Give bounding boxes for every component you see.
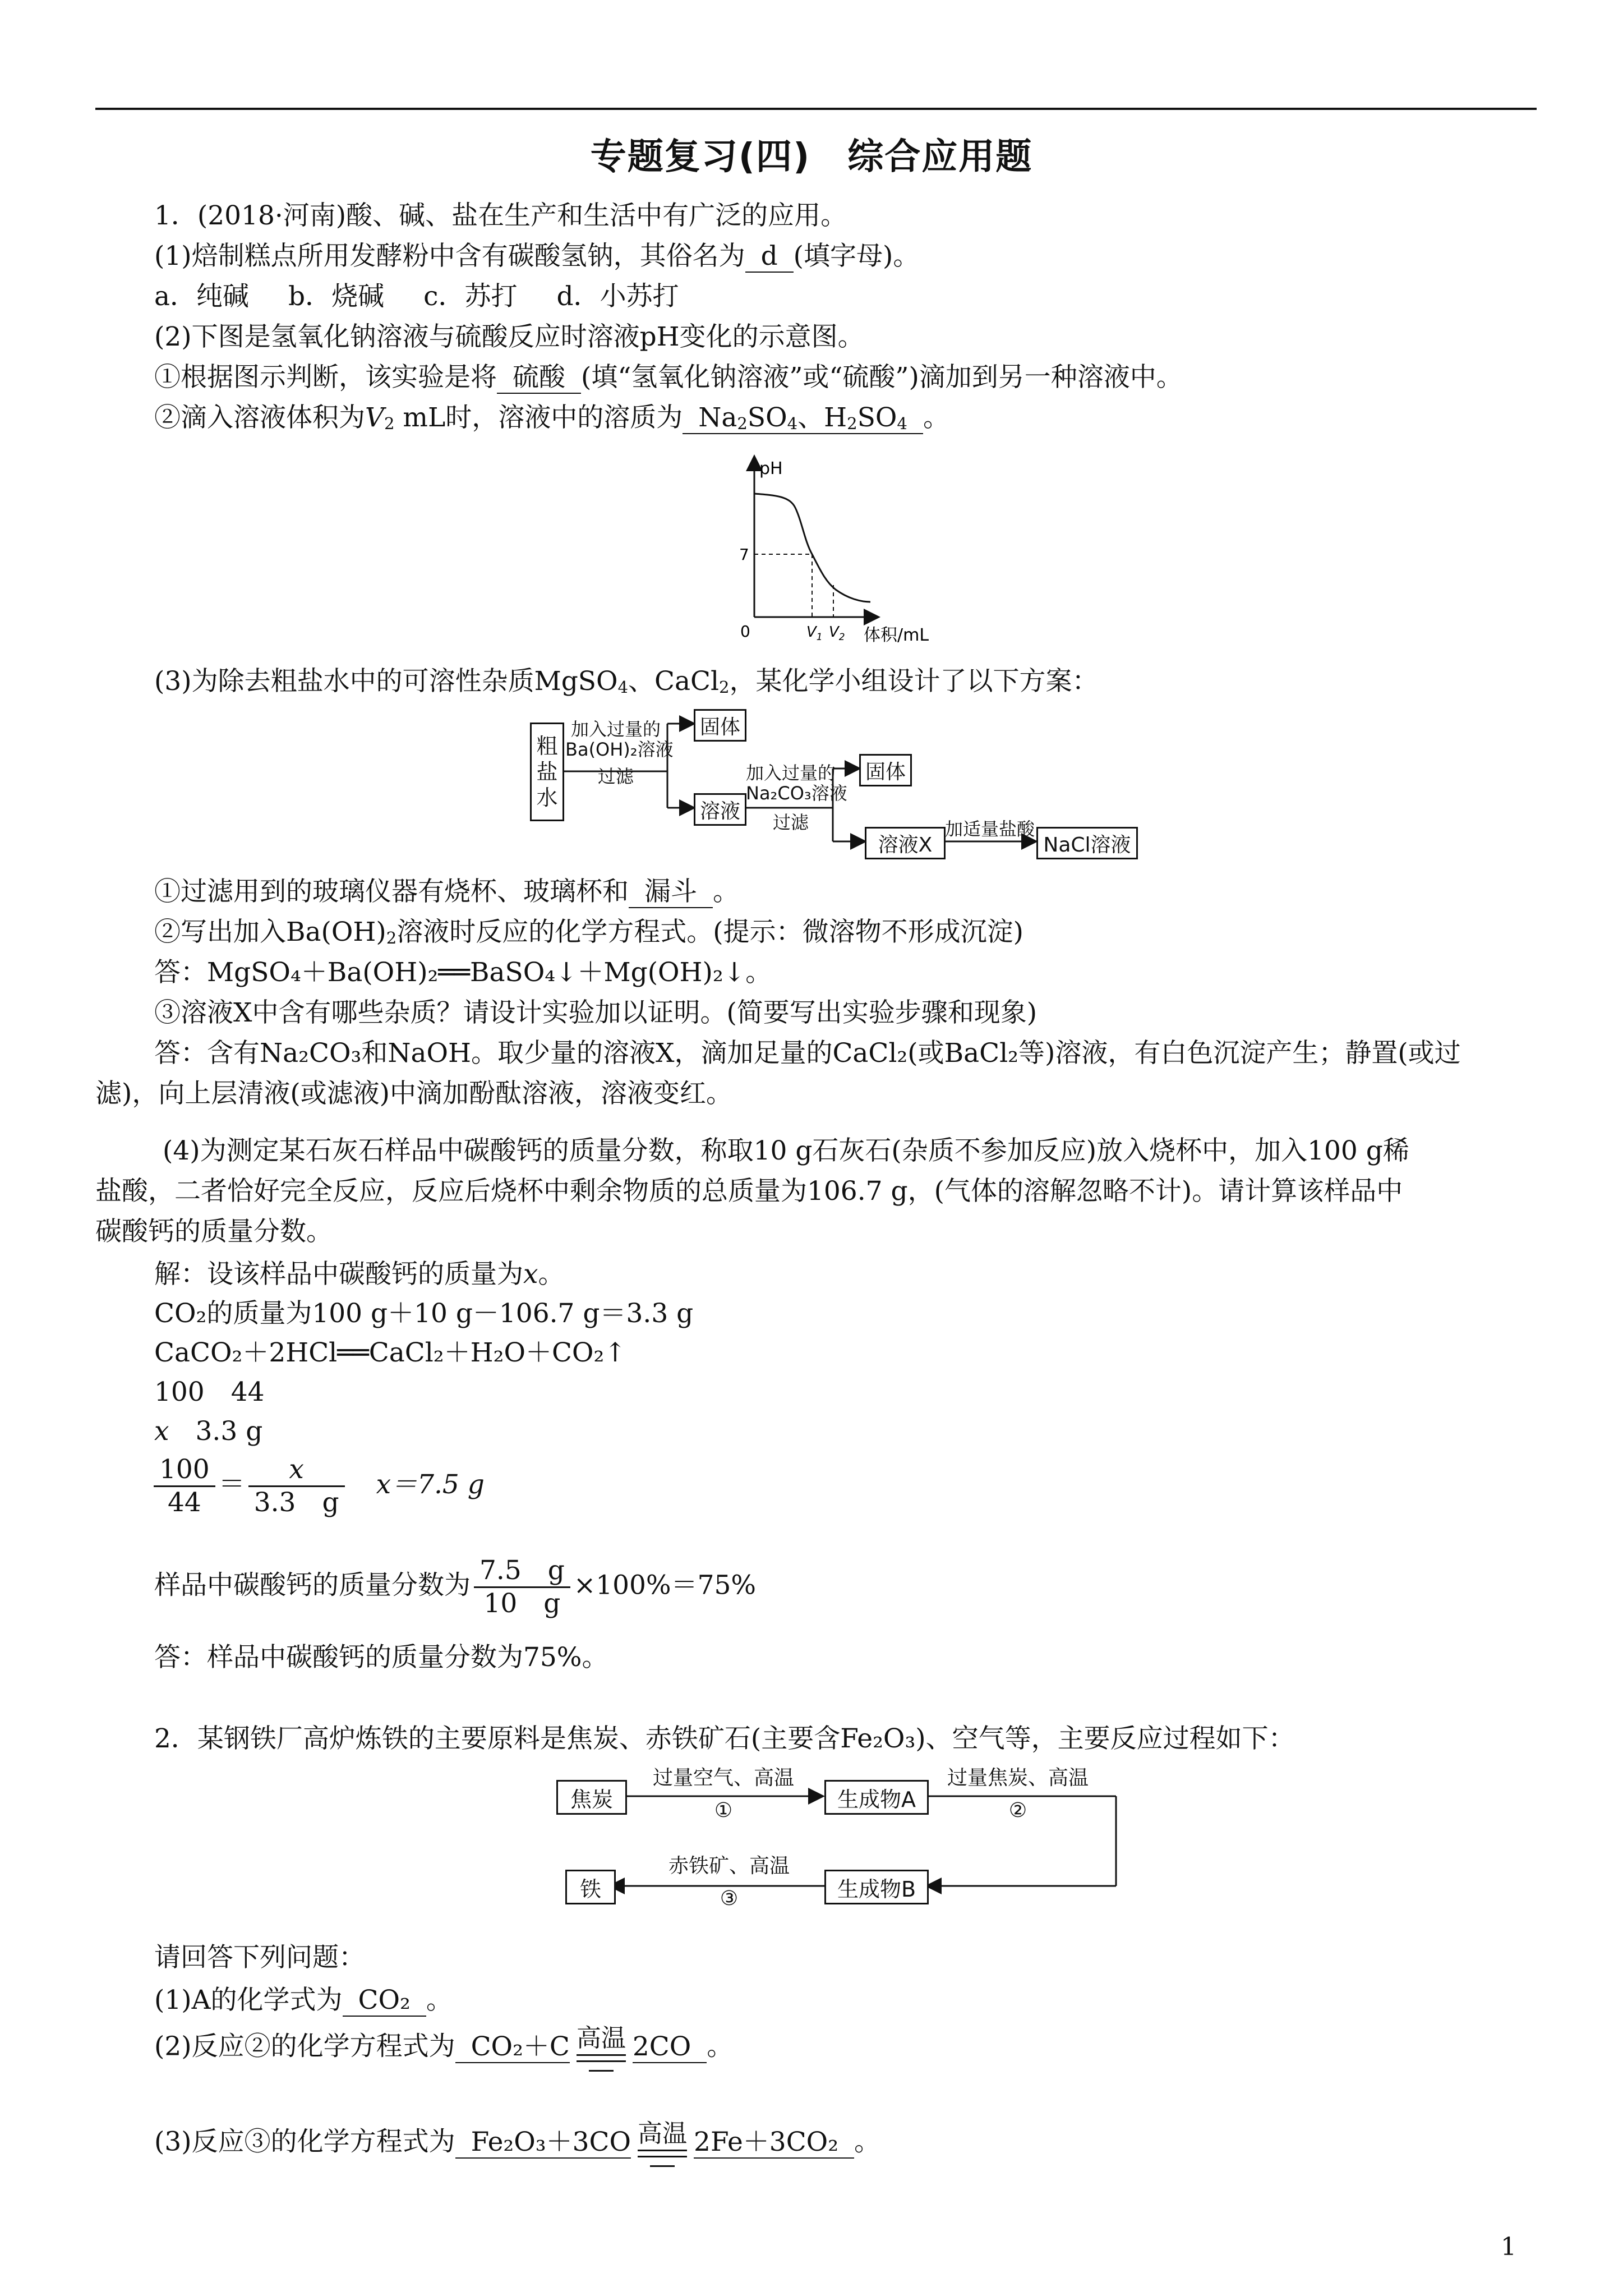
q1-part2b-post: 。 — [923, 402, 949, 433]
q1-part1-post: (填字母)。 — [793, 241, 920, 272]
q1-part2a-post: (填“氢氧化钠溶液”或“硫酸”)滴加到另一种溶液中。 — [581, 362, 1183, 393]
q2-answer-2: (2)反应②的化学方程式为 CO₂＋C 高温 2CO 。 — [154, 2025, 733, 2072]
q1-part3a-answer: 漏斗 — [629, 877, 713, 908]
sol-answer: 答：样品中碳酸钙的质量分数为75%。 — [154, 1642, 608, 1673]
box-solid-1: 固体 — [694, 709, 746, 742]
box-solution-x: 溶液X — [865, 827, 946, 859]
q1-part3c-answer-1: 答：含有Na₂CO₃和NaOH。取少量的溶液X，滴加足量的CaCl₂(或BaCl₂等)溶液，有白色沉淀产生；静置(或过 — [154, 1038, 1461, 1069]
q1-part3a: ①过滤用到的玻璃仪器有烧杯、玻璃杯和 漏斗 。 — [154, 876, 739, 907]
box-product-a: 生成物A — [824, 1780, 929, 1815]
box-solid-2: 固体 — [859, 754, 912, 786]
q1-part3c-answer-2: 滤)，向上层清液(或滤液)中滴加酚酞溶液，溶液变红。 — [95, 1078, 733, 1109]
q1-stem: 1．(2018·河南)酸、碱、盐在生产和生活中有广泛的应用。 — [154, 200, 847, 231]
box-product-b: 生成物B — [824, 1870, 929, 1904]
header-rule — [95, 108, 1537, 110]
page-number: 1 — [1501, 2233, 1516, 2261]
page-title: 专题复习(四) 综合应用题 — [590, 136, 1033, 178]
condition-high-temp-2: 高温 — [577, 2025, 626, 2072]
step2-label: 加入过量的 Na₂CO₃溶液 过滤 — [746, 762, 847, 833]
v2-sub: 2 — [384, 414, 395, 434]
v2-var: V — [365, 402, 384, 433]
v1-label: $V_1$ — [806, 624, 823, 643]
sol-percentage: 样品中碳酸钙的质量分数为 $\frac{7.5 g}{10 g}$ ×100%＝75% — [154, 1555, 757, 1619]
sol-line-1: 解：设该样品中碳酸钙的质量为x。 — [154, 1259, 565, 1290]
sol-line-2: CO₂的质量为100 g＋10 g－106.7 g＝3.3 g — [154, 1298, 694, 1329]
q2-answer-3: (3)反应③的化学方程式为 Fe₂O₃＋3CO 高温 2Fe＋3CO₂ 。 — [154, 2120, 880, 2167]
reaction-3-label: 赤铁矿、高温 ③ — [668, 1855, 790, 1910]
reaction-2-label: 过量焦炭、高温 ② — [947, 1766, 1089, 1822]
origin-label: 0 — [740, 622, 750, 641]
sol-line-4: 100 44 — [154, 1377, 265, 1407]
fraction-100-44: $\frac{100}{44}$ — [154, 1454, 215, 1519]
q1-part3c: ③溶液X中含有哪些杂质？请设计实验加以证明。(简要写出实验步骤和现象) — [154, 997, 1038, 1028]
q1-part4-2: 盐酸，二者恰好完全反应，反应后烧杯中剩余物质的总质量为106.7 g，(气体的溶解忽略不计)。请计算该样品中 — [95, 1176, 1403, 1207]
q1-part3b: ②写出加入$Ba(OH)_2$溶液时反应的化学方程式。(提示：微溶物不形成沉淀) — [154, 917, 1023, 948]
box-solution-1: 溶液 — [694, 793, 746, 826]
q1-part4-3: 碳酸钙的质量分数。 — [95, 1216, 333, 1247]
q1-part1-pre: (1)焙制糕点所用发酵粉中含有碳酸氢钠，其俗名为 — [154, 241, 745, 272]
step1-label: 加入过量的 Ba(OH)₂溶液 过滤 — [565, 719, 674, 787]
q1-part2a-answer: 硫酸 — [497, 362, 581, 394]
option-b: b．烧碱 — [288, 281, 385, 312]
q1-part4-1: (4)为测定某石灰石样品中碳酸钙的质量分数，称取10 g石灰石(杂质不参加反应)放入烧杯中，加入100 g稀 — [163, 1135, 1409, 1166]
q2-answer-1-value: CO₂ — [343, 1985, 426, 2017]
fraction-7.5-10: $\frac{7.5 g}{10 g}$ — [474, 1555, 570, 1619]
option-d: d．小苏打 — [556, 281, 679, 312]
reaction-1-label: 过量空气、高温 ① — [652, 1766, 794, 1822]
q1-part2b-answer: $Na_2SO_4$、$H_2SO_4$ — [683, 403, 923, 434]
sol-line-3: CaCO₂＋2HCl══CaCl₂＋H₂O＋CO₂↑ — [154, 1337, 626, 1368]
option-a: a．纯碱 — [154, 281, 250, 312]
q1-part2b — [154, 401, 949, 435]
q1-part1 — [154, 240, 919, 273]
q1-part2b-mid: mL时，溶液中的溶质为 — [394, 402, 683, 433]
q1-part1-answer: d — [745, 241, 794, 273]
box-coke: 焦炭 — [556, 1780, 627, 1815]
y-axis-label: pH — [759, 459, 783, 478]
q1-part2a — [154, 361, 1183, 394]
box-brine: 粗 盐 水 — [530, 723, 564, 821]
step3-label: 加适量盐酸 — [945, 818, 1035, 840]
q1-part2b-pre: ②滴入溶液体积为 — [154, 402, 365, 433]
q1-part3b-answer: 答：MgSO₄＋Ba(OH)₂══BaSO₄↓＋Mg(OH)₂↓。 — [154, 957, 772, 988]
q1-part2a-pre: ①根据图示判断，该实验是将 — [154, 362, 497, 393]
q2-stem: 2．某钢铁厂高炉炼铁的主要原料是焦炭、赤铁矿石(主要含Fe₂O₃)、空气等，主要反应过程如下： — [154, 1723, 1295, 1754]
box-iron: 铁 — [565, 1870, 616, 1904]
q2-answer-1: (1)A的化学式为 CO₂ 。 — [154, 1985, 453, 2016]
q1-part3: (3)为除去粗盐水中的可溶性杂质MgSO$_4$、CaCl$_2$，某化学小组设计了以下方案： — [154, 666, 1099, 697]
box-nacl: NaCl溶液 — [1036, 827, 1138, 859]
v2-label: $V_2$ — [829, 624, 845, 643]
x-axis-label: 体积/mL — [864, 625, 929, 645]
q1-options — [154, 280, 679, 314]
sol-line-5: x 3.3 g — [154, 1416, 263, 1447]
q1-part2: (2)下图是氢氧化钠溶液与硫酸反应时溶液pH变化的示意图。 — [154, 321, 864, 352]
condition-high-temp-3: 高温 — [638, 2120, 687, 2167]
y-tick-7: 7 — [739, 545, 749, 564]
fraction-x-3.3: $\frac{x}{3.3 g}$ — [248, 1454, 345, 1519]
q2-ask: 请回答下列问题： — [154, 1942, 365, 1973]
sol-ratio: $\frac{100}{44}$ ＝ $\frac{x}{3.3 g}$ x＝7.5 g — [150, 1454, 485, 1519]
ph-chart — [723, 452, 970, 659]
option-c: c．苏打 — [423, 281, 518, 312]
